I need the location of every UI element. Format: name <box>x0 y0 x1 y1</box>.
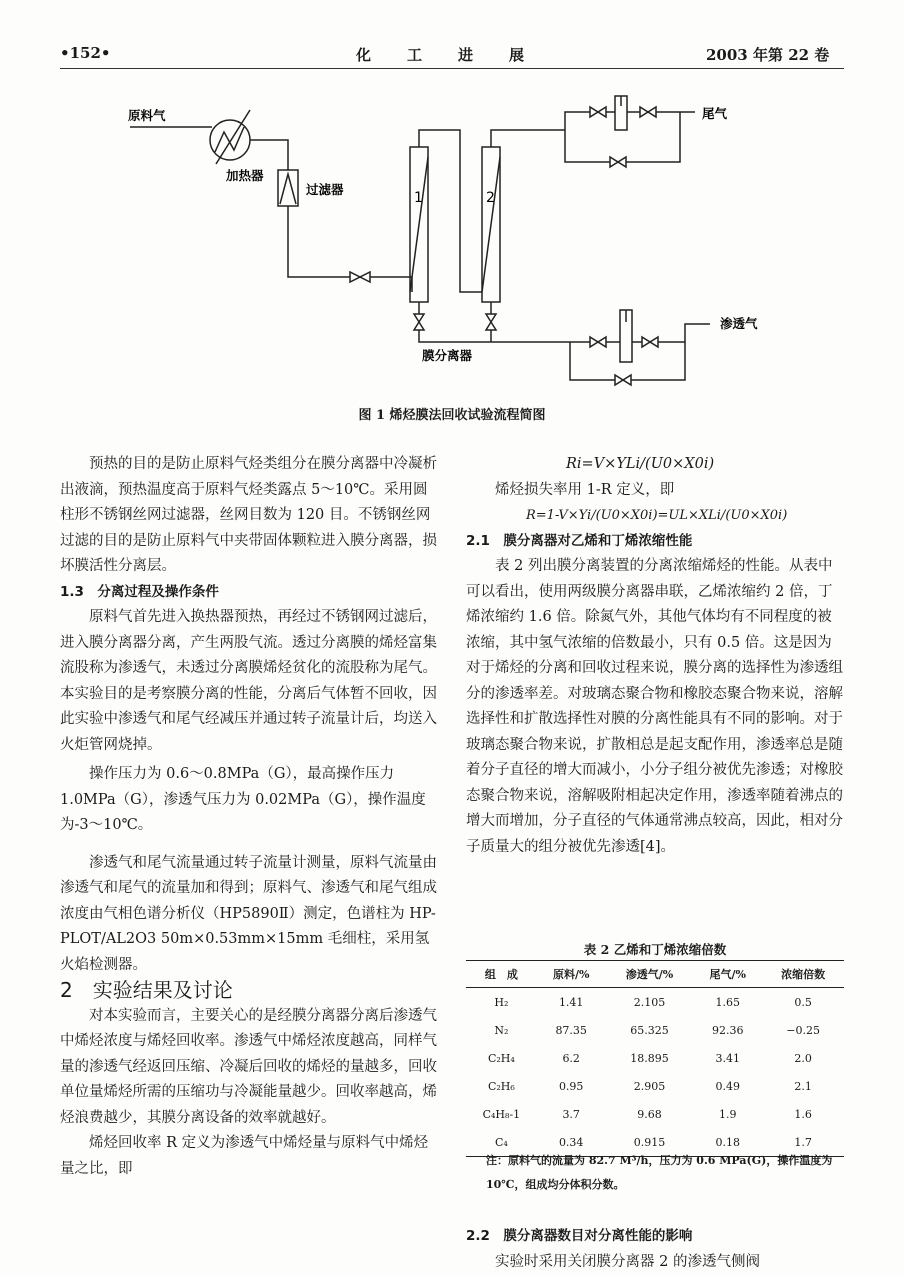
table-cell: C₄ <box>466 1128 537 1157</box>
paragraph: 对本实验而言，主要关心的是经膜分离器分离后渗透气中烯烃浓度与烯烃回收率。渗透气中烯烃浓度越高，同样气量的渗透气经返回压缩、冷凝后回收的烯烃的量越多，回收单位量烯烃所需的压缩功与冷凝能量越少。回收率越高，烯烃浪费越少，其膜分离设备的效率就越好。 <box>60 1004 438 1132</box>
table-row <box>466 1016 844 1044</box>
inlet-valve <box>350 272 370 282</box>
table-cell: N₂ <box>466 1016 537 1044</box>
section-heading-2-1: 2.1 膜分离器对乙烯和丁烯浓缩性能 <box>466 529 844 555</box>
paragraph: 预热的目的是防止原料气烃类组分在膜分离器中冷凝析出液滴，预热温度高于原料气烃类露点 5～10℃。采用圆柱形不锈钢丝网过滤器，丝网目数为 120 目。不锈钢丝网过滤的目的是防止原料气中夹带固体颗粒进入膜分离器，损坏膜活性分离层。 <box>60 452 438 580</box>
table-header-row <box>466 961 844 988</box>
section-heading-2-2: 2.2 膜分离器数目对分离性能的影响 <box>466 1224 844 1250</box>
table-cell: H₂ <box>466 988 537 1017</box>
table-cell: 0.5 <box>762 988 844 1017</box>
table-cell: 2.1 <box>762 1072 844 1100</box>
table-cell: 18.895 <box>606 1044 694 1072</box>
permeate-valve-3 <box>590 337 606 347</box>
col-header: 浓缩倍数 <box>762 961 844 988</box>
paragraph: 操作压力为 0.6～0.8MPa（G），最高操作压力 1.0MPa（G），渗透气压力为 0.02MPa（G），操作温度为-3～10℃。 <box>60 762 438 839</box>
header-rule <box>60 68 844 69</box>
formula-recovery: Ri=V×YLi/(U0×X0i) <box>466 452 844 478</box>
table-2 <box>466 960 844 1157</box>
table-cell: C₂H₆ <box>466 1072 537 1100</box>
page-number: •152• <box>60 44 111 62</box>
paragraph: 原料气首先进入换热器预热，再经过不锈钢网过滤后，进入膜分离器分离，产生两股气流。透过分离膜的烯烃富集流股称为渗透气，未透过分离膜烯烃贫化的流股称为尾气。本实验目的是考察膜分离的性能，分离后气体暂不回收，因此实验中渗透气和尾气经减压并通过转子流量计后，均送入火炬管网烧掉。 <box>60 605 438 758</box>
journal-title: 化 工 进 展 <box>356 44 526 65</box>
table-cell: 9.68 <box>606 1100 694 1128</box>
permeate-valve-2 <box>486 314 496 330</box>
section-heading-1-3: 1.3 分离过程及操作条件 <box>60 580 438 606</box>
table-cell: 2.905 <box>606 1072 694 1100</box>
paragraph: 烯烃回收率 R 定义为渗透气中烯烃量与原料气中烯烃量之比，即 <box>60 1131 438 1182</box>
feed-label: 原料气 <box>128 108 166 123</box>
tail-valve-2 <box>640 107 656 117</box>
table-cell: 92.36 <box>693 1016 762 1044</box>
table-cell: 3.7 <box>537 1100 606 1128</box>
table-cell: 1.7 <box>762 1128 844 1157</box>
paragraph: 烯烃损失率用 1-R 定义，即 <box>466 478 844 504</box>
formula-loss: R=1-V×Yi/(U0×X0i)=UL×XLi/(U0×X0i) <box>466 503 844 529</box>
left-column <box>60 452 438 1182</box>
table-note: 注：原料气的流量为 82.7 M³/h，压力为 0.6 MPa(G)，操作温度为 10℃，组成均分体积分数。 <box>486 1149 838 1197</box>
paragraph: 实验时采用关闭膜分离器 2 的渗透气侧阀 <box>466 1250 844 1275</box>
col-header: 渗透气/% <box>606 961 694 988</box>
pipe-to-filter <box>250 140 288 170</box>
right-column <box>466 452 844 860</box>
table-cell: 1.6 <box>762 1100 844 1128</box>
process-flow-diagram <box>120 82 820 402</box>
heater-symbol <box>210 120 250 160</box>
table-cell: 6.2 <box>537 1044 606 1072</box>
section-heading-2: 2 实验结果及讨论 <box>60 978 438 1004</box>
filter-label: 过滤器 <box>306 182 344 197</box>
col-header: 原料/% <box>537 961 606 988</box>
right-column-bottom <box>466 1224 844 1275</box>
table-cell: 1.41 <box>537 988 606 1017</box>
table-cell: 65.325 <box>606 1016 694 1044</box>
tail-pipe <box>491 130 565 147</box>
table-cell: 87.35 <box>537 1016 606 1044</box>
year-volume: 2003 年第 22 卷 <box>706 44 829 65</box>
table-cell: 2.0 <box>762 1044 844 1072</box>
table-cell: 1.9 <box>693 1100 762 1128</box>
tail-bypass-valve <box>610 157 626 167</box>
table-row <box>466 1044 844 1072</box>
pipe-to-valve <box>288 206 350 277</box>
permeate-valve-4 <box>642 337 658 347</box>
permeate-label: 渗透气 <box>720 316 758 331</box>
table-caption: 表 2 乙烯和丁烯浓缩倍数 <box>466 940 844 958</box>
permeate-bypass-valve <box>615 375 631 385</box>
figure-caption: 图 1 烯烃膜法回收试验流程简图 <box>0 404 904 423</box>
unit2-label: 2 <box>486 190 495 206</box>
unit1-label: 1 <box>414 190 423 206</box>
tail-label: 尾气 <box>702 106 728 121</box>
table-cell: 0.915 <box>606 1128 694 1157</box>
table-cell: C₄H₈-1 <box>466 1100 537 1128</box>
paragraph: 渗透气和尾气流量通过转子流量计测量，原料气流量由渗透气和尾气的流量加和得到；原料气、渗透气和尾气组成浓度由气相色谱分析仪（HP5890Ⅱ）测定，色谱柱为 HP-PLOT/AL2O3 50m×0.53mm×15mm 毛细柱，采用氢火焰检测器。 <box>60 851 438 979</box>
table-cell: 3.41 <box>693 1044 762 1072</box>
table-cell: 0.49 <box>693 1072 762 1100</box>
table-cell: 0.95 <box>537 1072 606 1100</box>
table-cell: −0.25 <box>762 1016 844 1044</box>
table-row <box>466 988 844 1017</box>
heater-label: 加热器 <box>225 168 264 183</box>
col-header: 尾气/% <box>693 961 762 988</box>
paragraph: 表 2 列出膜分离装置的分离浓缩烯烃的性能。从表中可以看出，使用两级膜分离器串联，乙烯浓缩约 2 倍，丁烯浓缩约 1.6 倍。除氮气外，其他气体均有不同程度的被浓缩，其中氢气浓缩的倍数最小，只有 0.5 倍。这是因为对于烯烃的分离和回收过程来说，膜分离的选择性为渗透组分的渗透率差。对玻璃态聚合物和橡胶态聚合物来说，溶解选择性和扩散选择性对膜的分离性能具有不同的影响。对于玻璃态聚合物来说，扩散相总是起支配作用，渗透率总是随着分子直径的增大而减小，小分子组分被优先渗透；对橡胶态聚合物来说，溶解吸附相起决定作用，渗透率随着沸点的增大而增加，分子直径的气体通常沸点较高，因此，相对分子质量大的组分被优先渗透[4]。 <box>466 554 844 860</box>
table-cell: 1.65 <box>693 988 762 1017</box>
table-cell: 0.34 <box>537 1128 606 1157</box>
table-cell: 0.18 <box>693 1128 762 1157</box>
table-cell: 2.105 <box>606 988 694 1017</box>
table-row <box>466 1072 844 1100</box>
permeate-valve-1 <box>414 314 424 330</box>
table-cell: C₂H₄ <box>466 1044 537 1072</box>
heater-coil <box>215 127 244 152</box>
tail-valve-1 <box>590 107 606 117</box>
membrane-label: 膜分离器 <box>422 348 473 363</box>
col-header: 组 成 <box>466 961 537 988</box>
table-row <box>466 1100 844 1128</box>
